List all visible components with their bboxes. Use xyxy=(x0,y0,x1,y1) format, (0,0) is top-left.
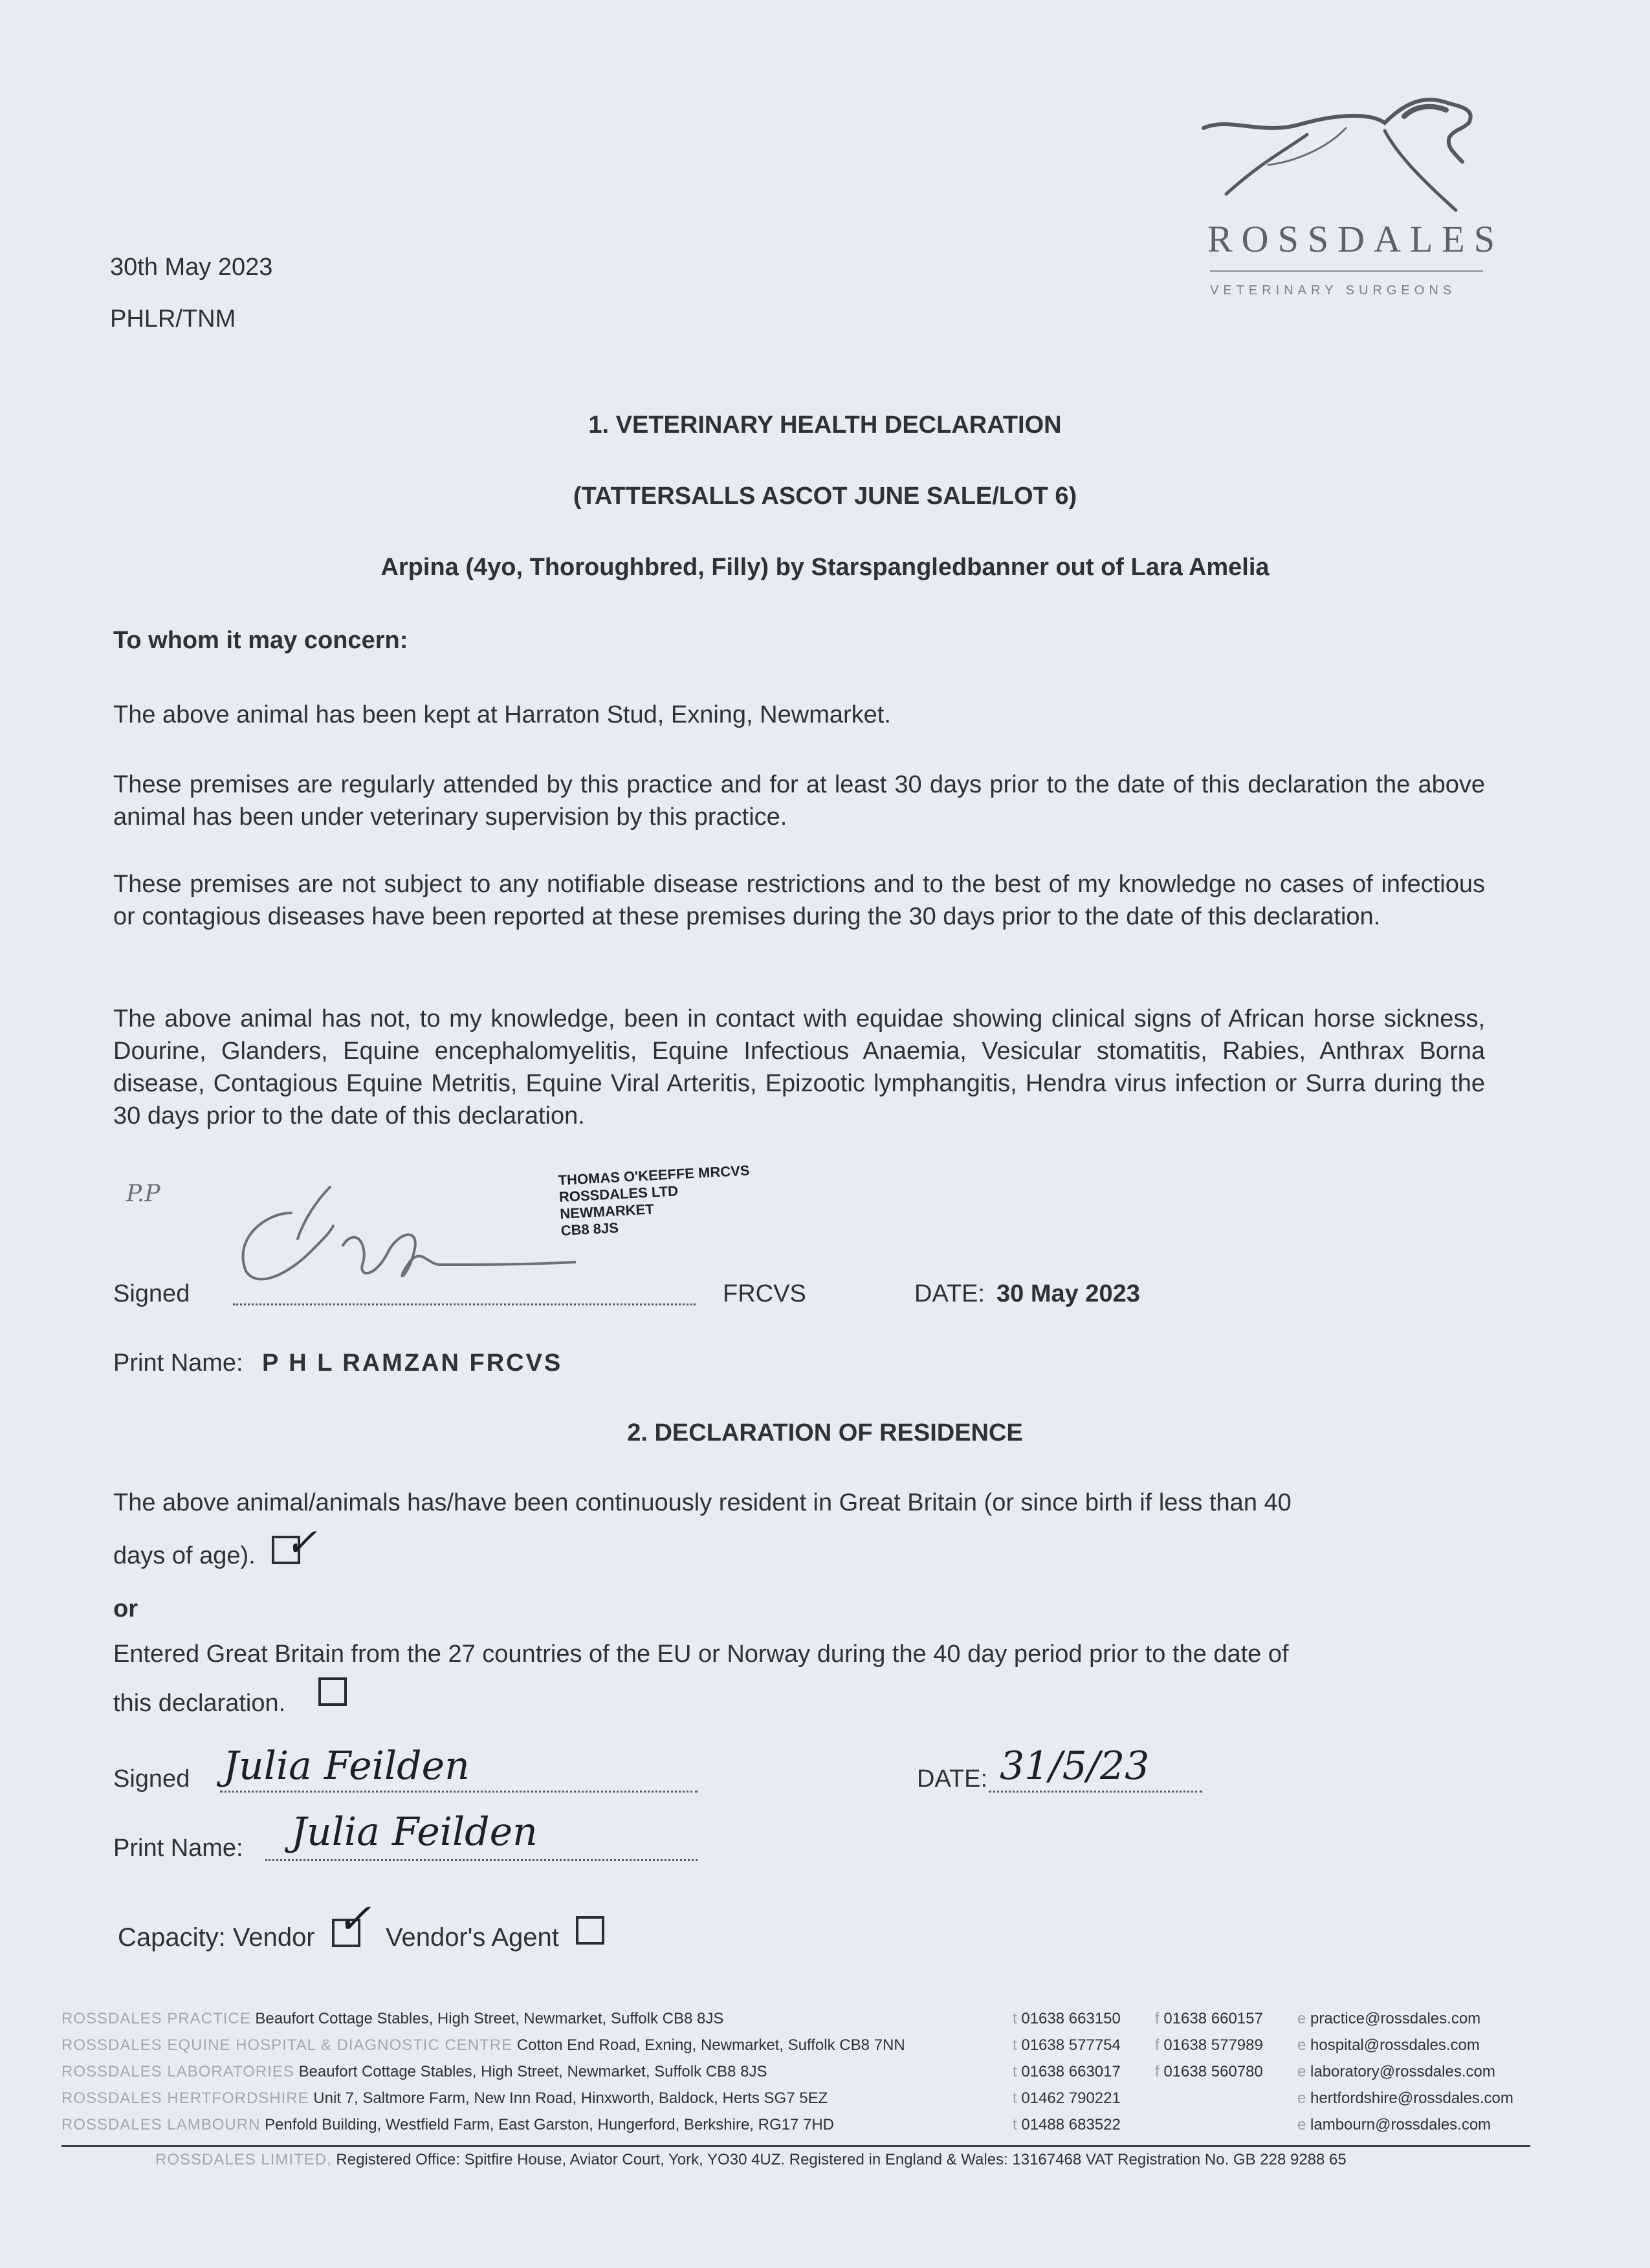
office-org: ROSSDALES EQUINE HOSPITAL & DIAGNOSTIC CENTRE xyxy=(61,2036,513,2054)
vendor-agent-checkbox[interactable] xyxy=(576,1916,604,1945)
vet-signed-label: Signed xyxy=(113,1280,190,1307)
registered-office: Registered Office: Spitfire House, Aviator Court, York, YO30 4UZ. Registered in England & Wales: 13167468 VAT Registration No. GB 228 9288 65 xyxy=(336,2151,1347,2168)
office-tel: 01638 663150 xyxy=(1021,2010,1121,2027)
vendor-print-name-value: Julia Feilden xyxy=(291,1809,538,1855)
fax-prefix: f xyxy=(1155,2010,1160,2027)
footer-tel-column xyxy=(1013,2005,1121,2138)
tel-prefix: t xyxy=(1013,2089,1017,2107)
logo xyxy=(1191,91,1504,311)
office-tel: 01462 790221 xyxy=(1021,2089,1121,2107)
animal-description: Arpina (4yo, Thoroughbred, Filly) by Starspangledbanner out of Lara Amelia xyxy=(380,554,1270,581)
entered-eu-checkbox[interactable] xyxy=(318,1677,347,1706)
vendor-date-line xyxy=(989,1791,1202,1793)
residence-option2-line2: this declaration. xyxy=(113,1690,286,1717)
office-email[interactable]: hospital@rossdales.com xyxy=(1310,2036,1480,2054)
office-tel: 01638 663017 xyxy=(1021,2063,1121,2080)
office-fax: 01638 577989 xyxy=(1163,2036,1263,2054)
company-name: ROSSDALES LIMITED, xyxy=(155,2151,332,2168)
stamp-line: THOMAS O'KEEFFE MRCVS xyxy=(558,1162,751,1188)
vendor-date-value: 31/5/23 xyxy=(1000,1743,1150,1789)
vendor-signed-label: Signed xyxy=(113,1765,190,1793)
email-prefix: e xyxy=(1297,2036,1306,2054)
vet-print-name-label: Print Name: xyxy=(113,1349,243,1377)
stamp-line: ROSSDALES LTD xyxy=(558,1183,679,1205)
tel-prefix: t xyxy=(1013,2010,1017,2027)
vet-signature xyxy=(214,1174,576,1297)
office-address: Cotton End Road, Exning, Newmarket, Suffolk CB8 7NN xyxy=(516,2036,905,2054)
paragraph-restrictions: These premises are not subject to any notifiable disease restrictions and to the best of my knowledge no cases of infectious or contagious diseases have been reported at these premises during the 30 days prior to the date of this declaration. xyxy=(113,871,1485,930)
office-org: ROSSDALES PRACTICE xyxy=(61,2010,251,2027)
section1-heading: 1. VETERINARY HEALTH DECLARATION xyxy=(588,411,1062,439)
tel-prefix: t xyxy=(1013,2036,1017,2054)
vendor-agent-label: Vendor's Agent xyxy=(386,1923,559,1952)
office-email[interactable]: laboratory@rossdales.com xyxy=(1310,2063,1495,2080)
residence-option1-line1: The above animal/animals has/have been continuously resident in Great Britain (or since birth if less than 40 xyxy=(113,1489,1292,1516)
office-email[interactable]: hertfordshire@rossdales.com xyxy=(1310,2089,1513,2107)
vet-date-value: 30 May 2023 xyxy=(996,1280,1140,1307)
resident-check-mark: ✓ xyxy=(285,1520,318,1565)
galloping-horse-icon xyxy=(1191,91,1501,226)
email-prefix: e xyxy=(1297,2063,1306,2080)
office-address: Penfold Building, Westfield Farm, East Garston, Hungerford, Berkshire, RG17 7HD xyxy=(265,2116,835,2133)
frcvs-label: FRCVS xyxy=(723,1280,806,1307)
vendor-date-label: DATE: xyxy=(917,1765,988,1793)
residence-option2-line1: Entered Great Britain from the 27 countries of the EU or Norway during the 40 day period prior to the date of xyxy=(113,1641,1289,1668)
logo-name: ROSSDALES xyxy=(1207,218,1504,260)
office-fax: 01638 560780 xyxy=(1163,2063,1263,2080)
vendor-signature-line xyxy=(220,1791,698,1793)
office-tel: 01488 683522 xyxy=(1021,2116,1121,2133)
logo-rule xyxy=(1210,270,1483,272)
paragraph-supervision: These premises are regularly attended by this practice and for at least 30 days prior to the date of this declaration the above animal has been under veterinary supervision by this practice. xyxy=(113,771,1485,831)
paragraph-premises: The above animal has been kept at Harraton Stud, Exning, Newmarket. xyxy=(113,701,891,728)
capacity-label: Capacity: Vendor xyxy=(118,1923,315,1952)
or-label: or xyxy=(113,1595,138,1622)
footer-org-column xyxy=(61,2005,905,2138)
office-email[interactable]: lambourn@rossdales.com xyxy=(1310,2116,1491,2133)
vendor-print-name-line xyxy=(265,1859,698,1861)
office-tel: 01638 577754 xyxy=(1021,2036,1121,2054)
office-email[interactable]: practice@rossdales.com xyxy=(1310,2010,1481,2027)
footer-offices xyxy=(61,2005,1524,2141)
vendor-check-mark: ✓ xyxy=(336,1895,371,1943)
practice-stamp xyxy=(558,1162,753,1239)
section1-subheading: (TATTERSALLS ASCOT JUNE SALE/LOT 6) xyxy=(573,483,1077,510)
vet-date-label: DATE: xyxy=(914,1280,985,1307)
footer-email-column xyxy=(1297,2005,1513,2138)
email-prefix: e xyxy=(1297,2089,1306,2107)
office-org: ROSSDALES LABORATORIES xyxy=(61,2063,294,2080)
footer-registration xyxy=(155,2146,1347,2173)
office-address: Beaufort Cottage Stables, High Street, Newmarket, Suffolk CB8 8JS xyxy=(255,2010,724,2027)
office-org: ROSSDALES LAMBOURN xyxy=(61,2116,261,2133)
stamp-line: CB8 8JS xyxy=(560,1219,619,1239)
logo-subtitle: VETERINARY SURGEONS xyxy=(1210,283,1457,298)
salutation: To whom it may concern: xyxy=(113,627,408,654)
vendor-print-name-label: Print Name: xyxy=(113,1835,243,1862)
fax-prefix: f xyxy=(1155,2063,1160,2080)
stamp-line: NEWMARKET xyxy=(559,1201,655,1222)
section2-heading: 2. DECLARATION OF RESIDENCE xyxy=(627,1419,1023,1446)
pp-mark: P.P xyxy=(126,1181,160,1207)
email-prefix: e xyxy=(1297,2010,1306,2027)
tel-prefix: t xyxy=(1013,2063,1017,2080)
office-address: Beaufort Cottage Stables, High Street, Newmarket, Suffolk CB8 8JS xyxy=(298,2063,767,2080)
vet-signature-line xyxy=(233,1303,696,1305)
vet-print-name-value: P H L RAMZAN FRCVS xyxy=(262,1349,563,1377)
office-fax: 01638 660157 xyxy=(1163,2010,1263,2027)
footer-fax-column xyxy=(1155,2005,1263,2085)
fax-prefix: f xyxy=(1155,2036,1160,2054)
residence-option1-line2: days of age). xyxy=(113,1542,256,1569)
reference-code: PHLR/TNM xyxy=(110,305,236,333)
email-prefix: e xyxy=(1297,2116,1306,2133)
office-org: ROSSDALES HERTFORDSHIRE xyxy=(61,2089,309,2107)
vendor-signature: Julia Feilden xyxy=(223,1743,470,1789)
office-address: Unit 7, Saltmore Farm, New Inn Road, Hinxworth, Baldock, Herts SG7 5EZ xyxy=(313,2089,828,2107)
document-date: 30th May 2023 xyxy=(110,254,273,281)
tel-prefix: t xyxy=(1013,2116,1017,2133)
paragraph-diseases: The above animal has not, to my knowledge, been in contact with equidae showing clinical signs of African horse sickness, Dourine, Glanders, Equine encephalomyelitis, Equine Infectious Anaemia, Vesicular stomatitis, Rabies, Anthrax Borna disease, Contagious Equine Metritis, Equine Viral Arteritis, Epizootic lymphangitis, Hendra virus infection or Surra during the 30 days prior to the date of this declaration. xyxy=(113,1005,1485,1129)
